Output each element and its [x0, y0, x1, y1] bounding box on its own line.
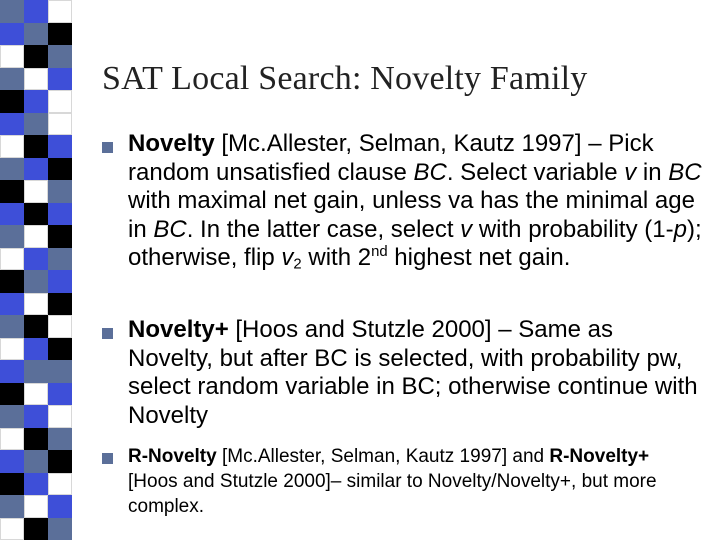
stripe-tile — [24, 248, 48, 271]
stripe-tile — [48, 113, 72, 136]
stripe-tile — [24, 473, 48, 496]
term-r-novelty-plus: R-Novelty+ — [549, 446, 650, 467]
stripe-tile — [0, 135, 24, 158]
stripe-tile — [24, 135, 48, 158]
stripe-tile — [0, 23, 24, 46]
stripe-tile — [48, 45, 72, 68]
stripe-tile — [48, 0, 72, 23]
stripe-tile — [24, 315, 48, 338]
stripe-tile — [24, 450, 48, 473]
stripe-tile — [0, 45, 24, 68]
stripe-tile — [48, 180, 72, 203]
stripe-tile — [48, 293, 72, 316]
stripe-tile — [24, 180, 48, 203]
stripe-tile — [48, 338, 72, 361]
term-novelty: Novelty — [128, 130, 215, 157]
stripe-tile — [48, 518, 72, 540]
stripe-tile — [0, 180, 24, 203]
stripe-tile — [24, 338, 48, 361]
stripe-tile — [48, 203, 72, 226]
stripe-tile — [24, 405, 48, 428]
stripe-tile — [48, 68, 72, 91]
stripe-tile — [48, 495, 72, 518]
stripe-tile — [48, 158, 72, 181]
bullet-text: Novelty [Mc.Allester, Selman, Kautz 1997] – Pick random unsatisfied clause BC. Select variable v in BC with maximal net gain, unless va has the minimal age in BC. In the latter case, select v with probability (1-p); otherwise, flip $v_2$ with 2nd highest net gain. — [128, 130, 702, 274]
square-bullet-icon — [102, 328, 113, 339]
stripe-tile — [0, 270, 24, 293]
term-novelty-plus: Novelty+ — [128, 316, 229, 343]
stripe-tile — [0, 383, 24, 406]
stripe-tile — [0, 428, 24, 451]
stripe-tile — [24, 383, 48, 406]
stripe-tile — [24, 113, 48, 136]
stripe-tile — [24, 495, 48, 518]
stripe-tile — [24, 45, 48, 68]
stripe-tile — [0, 113, 24, 136]
decorative-stripe — [0, 0, 72, 540]
stripe-tile — [0, 315, 24, 338]
stripe-tile — [48, 405, 72, 428]
stripe-tile — [0, 90, 24, 113]
stripe-tile — [0, 0, 24, 23]
stripe-tile — [24, 360, 48, 383]
stripe-tile — [24, 68, 48, 91]
stripe-tile — [0, 495, 24, 518]
stripe-tile — [0, 203, 24, 226]
bullet-text: R-Novelty [Mc.Allester, Selman, Kautz 1997] and R-Novelty+ [Hoos and Stutzle 2000]– similar to Novelty/Novelty+, but more complex. — [128, 446, 657, 517]
stripe-tile — [24, 23, 48, 46]
stripe-tile — [48, 428, 72, 451]
stripe-tile — [0, 450, 24, 473]
stripe-tile — [24, 428, 48, 451]
stripe-tile — [0, 225, 24, 248]
stripe-tile — [48, 450, 72, 473]
stripe-tile — [48, 90, 72, 113]
square-bullet-icon — [102, 142, 113, 153]
stripe-tile — [48, 270, 72, 293]
stripe-tile — [24, 270, 48, 293]
square-bullet-icon — [102, 453, 113, 464]
stripe-tile — [48, 473, 72, 496]
stripe-tile — [48, 248, 72, 271]
stripe-tile — [48, 360, 72, 383]
stripe-tile — [24, 225, 48, 248]
stripe-tile — [0, 293, 24, 316]
stripe-tile — [48, 23, 72, 46]
stripe-tile — [24, 90, 48, 113]
stripe-tile — [24, 518, 48, 540]
bullet-text: Novelty+ [Hoos and Stutzle 2000] – Same as Novelty, but after BC is selected, with probability pw, select random variable in BC; otherwise continue with Novelty — [128, 316, 698, 429]
stripe-tile — [0, 360, 24, 383]
stripe-tile — [24, 0, 48, 23]
stripe-tile — [48, 225, 72, 248]
stripe-tile — [48, 135, 72, 158]
stripe-tile — [24, 293, 48, 316]
stripe-tile — [0, 405, 24, 428]
stripe-tile — [0, 473, 24, 496]
stripe-tile — [0, 518, 24, 540]
stripe-tile — [48, 383, 72, 406]
stripe-tile — [48, 315, 72, 338]
stripe-tile — [24, 203, 48, 226]
term-r-novelty: R-Novelty — [128, 446, 217, 467]
stripe-tile — [0, 158, 24, 181]
stripe-tile — [0, 338, 24, 361]
slide-title: SAT Local Search: Novelty Family — [102, 60, 588, 97]
stripe-tile — [24, 158, 48, 181]
stripe-tile — [0, 68, 24, 91]
stripe-tile — [0, 248, 24, 271]
